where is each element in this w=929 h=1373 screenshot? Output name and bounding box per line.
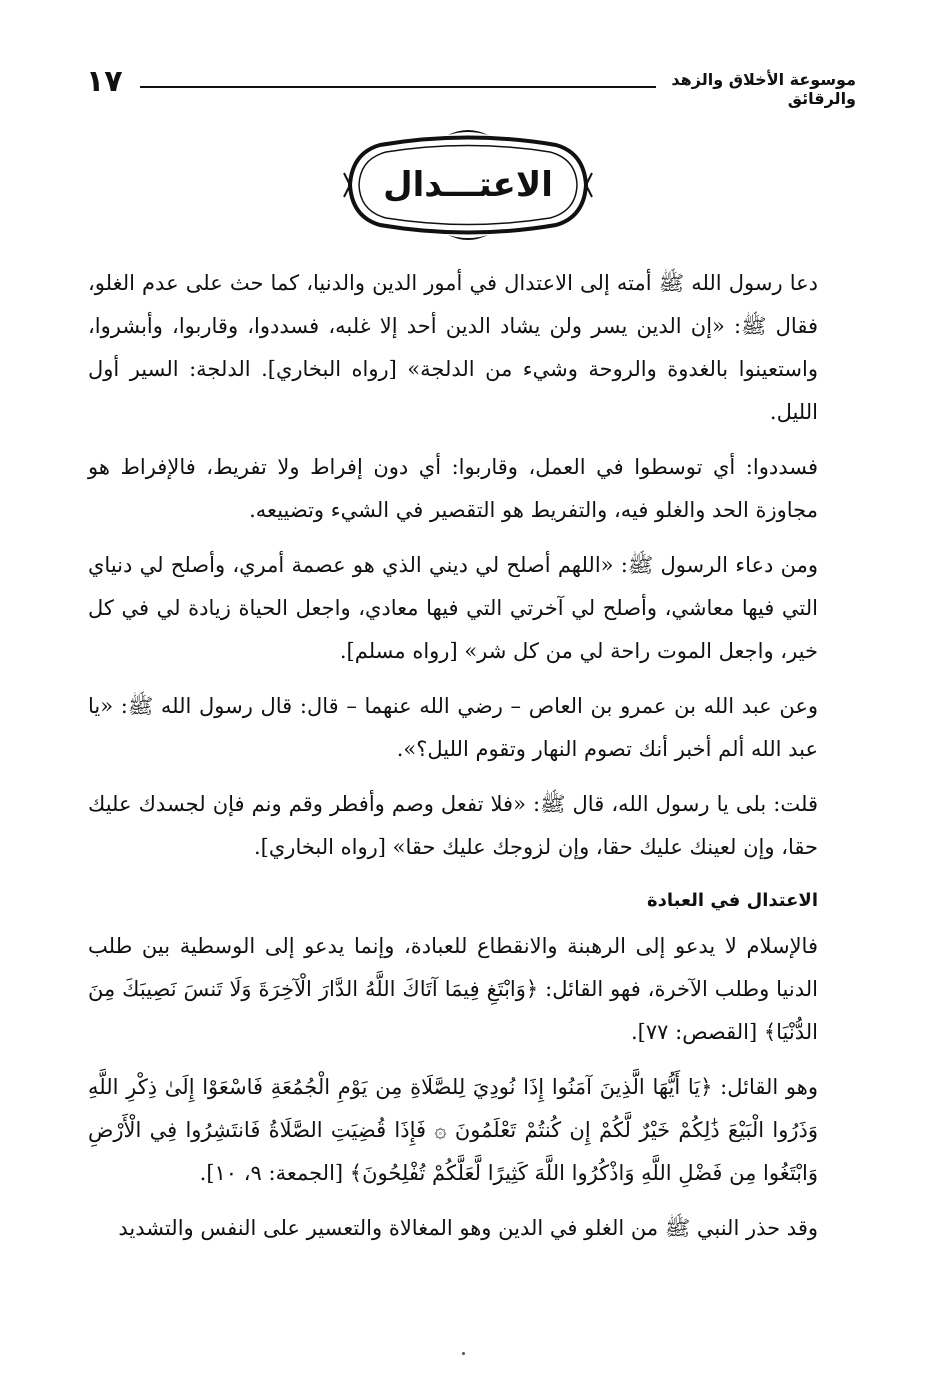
book-title: موسوعة الأخلاق والزهد والرقائق: [671, 70, 856, 108]
page-body: [88, 262, 818, 1262]
page-header: [86, 62, 856, 108]
section-paragraph-3: وقد حذر النبي ﷺ من الغلو في الدين وهو المغالاة والتعسير على النفس والتشديد: [118, 1216, 818, 1240]
paragraph-4: وعن عبد الله بن عمرو بن العاص – رضي الله عنهما – قال: قال رسول الله ﷺ: «يا عبد الله ألم أخبر أنك تصوم النهار وتقوم الليل؟».: [88, 694, 818, 761]
page-number: ١٧: [86, 64, 123, 99]
paragraph-2: فسددوا: أي توسطوا في العمل، وقاربوا: أي دون إفراط ولا تفريط، فالإفراط هو مجاوزة الحد والغلو فيه، والتفريط هو التقصير في الشيء وتضييعه.: [88, 455, 818, 522]
chapter-title-frame: [340, 125, 596, 245]
section-paragraph-2: وهو القائل: ﴿يَا أَيُّهَا الَّذِينَ آمَنُوا إِذَا نُودِيَ لِلصَّلَاةِ مِن يَوْمِ الْجُمُعَةِ فَاسْعَوْا إِلَىٰ ذِكْرِ اللَّهِ وَذَرُوا الْبَيْعَ ذَٰلِكُمْ خَيْرٌ لَّكُمْ إِن كُنتُمْ تَعْلَمُونَ ۞ فَإِذَا قُضِيَتِ الصَّلَاةُ فَانتَشِرُوا فِي الْأَرْضِ وَابْتَغُوا مِن فَضْلِ اللَّهِ وَاذْكُرُوا اللَّهَ كَثِيرًا لَّعَلَّكُمْ تُفْلِحُونَ﴾ [الجمعة: ٩، ١٠].: [88, 1075, 818, 1185]
header-rule: [140, 86, 656, 88]
paragraph-3: ومن دعاء الرسول ﷺ: «اللهم أصلح لي ديني الذي هو عصمة أمري، وأصلح لي دنياي التي فيها معاشي، وأصلح لي آخرتي التي فيها معادي، واجعل الحياة زيادة لي في كل خير، واجعل الموت راحة لي من كل شر» [رواه مسلم].: [88, 553, 818, 663]
scan-dot: [462, 1352, 465, 1355]
paragraph-1: دعا رسول الله ﷺ أمته إلى الاعتدال في أمور الدين والدنيا، كما حث على عدم الغلو، فقال ﷺ: «إن الدين يسر ولن يشاد الدين أحد إلا غلبه، فسددوا، وقاربوا، وأبشروا، واستعينوا بالغدوة والروحة وشيء من الدلجة» [رواه البخاري]. الدلجة: السير أول الليل.: [88, 271, 818, 424]
paragraph-5: قلت: بلى يا رسول الله، قال ﷺ: «فلا تفعل وصم وأفطر وقم ونم فإن لجسدك عليك حقا، وإن لعينك عليك حقا، وإن لزوجك عليك حقا» [رواه البخاري].: [88, 792, 818, 859]
chapter-title: الاعتـــدال: [383, 165, 553, 205]
section-heading: الاعتدال في العبادة: [647, 890, 818, 911]
section-paragraph-1: فالإسلام لا يدعو إلى الرهبنة والانقطاع للعبادة، وإنما يدعو إلى الوسطية بين طلب الدنيا وطلب الآخرة، فهو القائل: ﴿وَابْتَغِ فِيمَا آتَاكَ اللَّهُ الدَّارَ الْآخِرَةَ وَلَا تَنسَ نَصِيبَكَ مِنَ الدُّنْيَا﴾ [القصص: ٧٧].: [88, 934, 818, 1044]
